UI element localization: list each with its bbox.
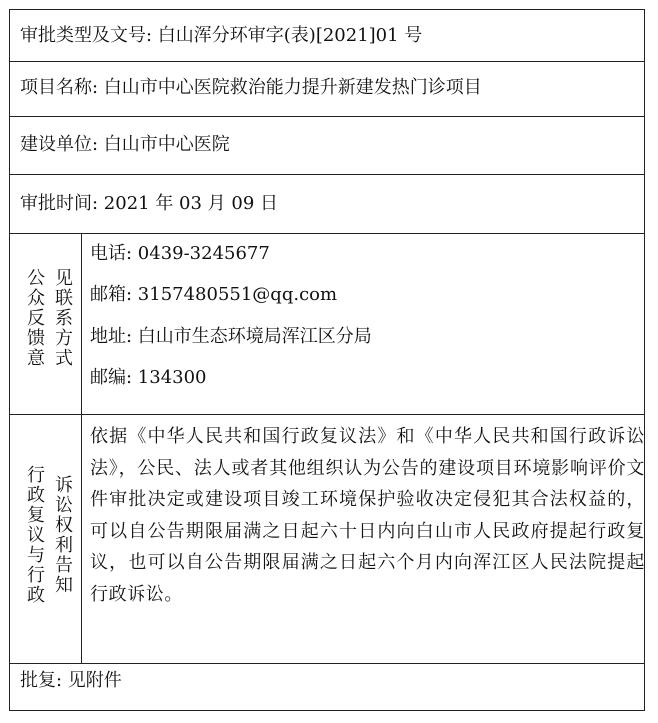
legal-rights-body (82, 415, 644, 663)
public-feedback-row (10, 234, 644, 415)
approval-type-text: 审批类型及文号: 白山浑分环审字(表)[2021]01 号 (20, 25, 423, 46)
construction-unit-text: 建设单位: 白山市中心医院 (20, 134, 230, 155)
contact-phone: 电话: 0439-3245677 (90, 243, 270, 264)
contact-email: 邮箱: 3157480551@qq.com (90, 284, 338, 305)
legal-heading-outer: 行政复议与行政 (24, 465, 45, 605)
contact-address: 地址: 白山市生态环境局浑江区分局 (90, 326, 372, 347)
construction-unit-row (10, 117, 644, 175)
reply-text: 批复: 见附件 (20, 670, 122, 691)
project-name-row (10, 62, 644, 117)
approval-notice-table (9, 9, 645, 711)
approval-time-text: 审批时间: 2021 年 03 月 09 日 (20, 193, 279, 214)
reply-row (10, 664, 644, 710)
feedback-heading-inner: 见联系方式 (52, 268, 73, 368)
approval-type-row (10, 10, 644, 62)
public-feedback-heading (10, 234, 82, 414)
feedback-heading-outer: 公众反馈意 (24, 268, 45, 368)
project-name-text: 项目名称: 白山市中心医院救治能力提升新建发热门诊项目 (20, 77, 482, 98)
legal-rights-paragraph: 依据《中华人民共和国行政复议法》和《中华人民共和国行政诉讼法》，公民、法人或者其他组织认为公告的建设项目环境影响评价文件审批决定或建设项目竣工环境保护验收决定侵犯其合法权益的，可以自公告期限届满之日起六十日内向白山市人民政府提起行政复议，也可以自公告期限届满之日起六个月内向浑江区人民法院提起行政诉讼。 (90, 426, 645, 605)
contact-info (82, 234, 644, 414)
contact-postcode: 邮编: 134300 (90, 367, 207, 388)
legal-rights-heading (10, 415, 82, 663)
approval-time-row (10, 175, 644, 234)
legal-heading-inner: 诉讼权利告知 (52, 475, 73, 595)
legal-rights-row (10, 415, 644, 664)
